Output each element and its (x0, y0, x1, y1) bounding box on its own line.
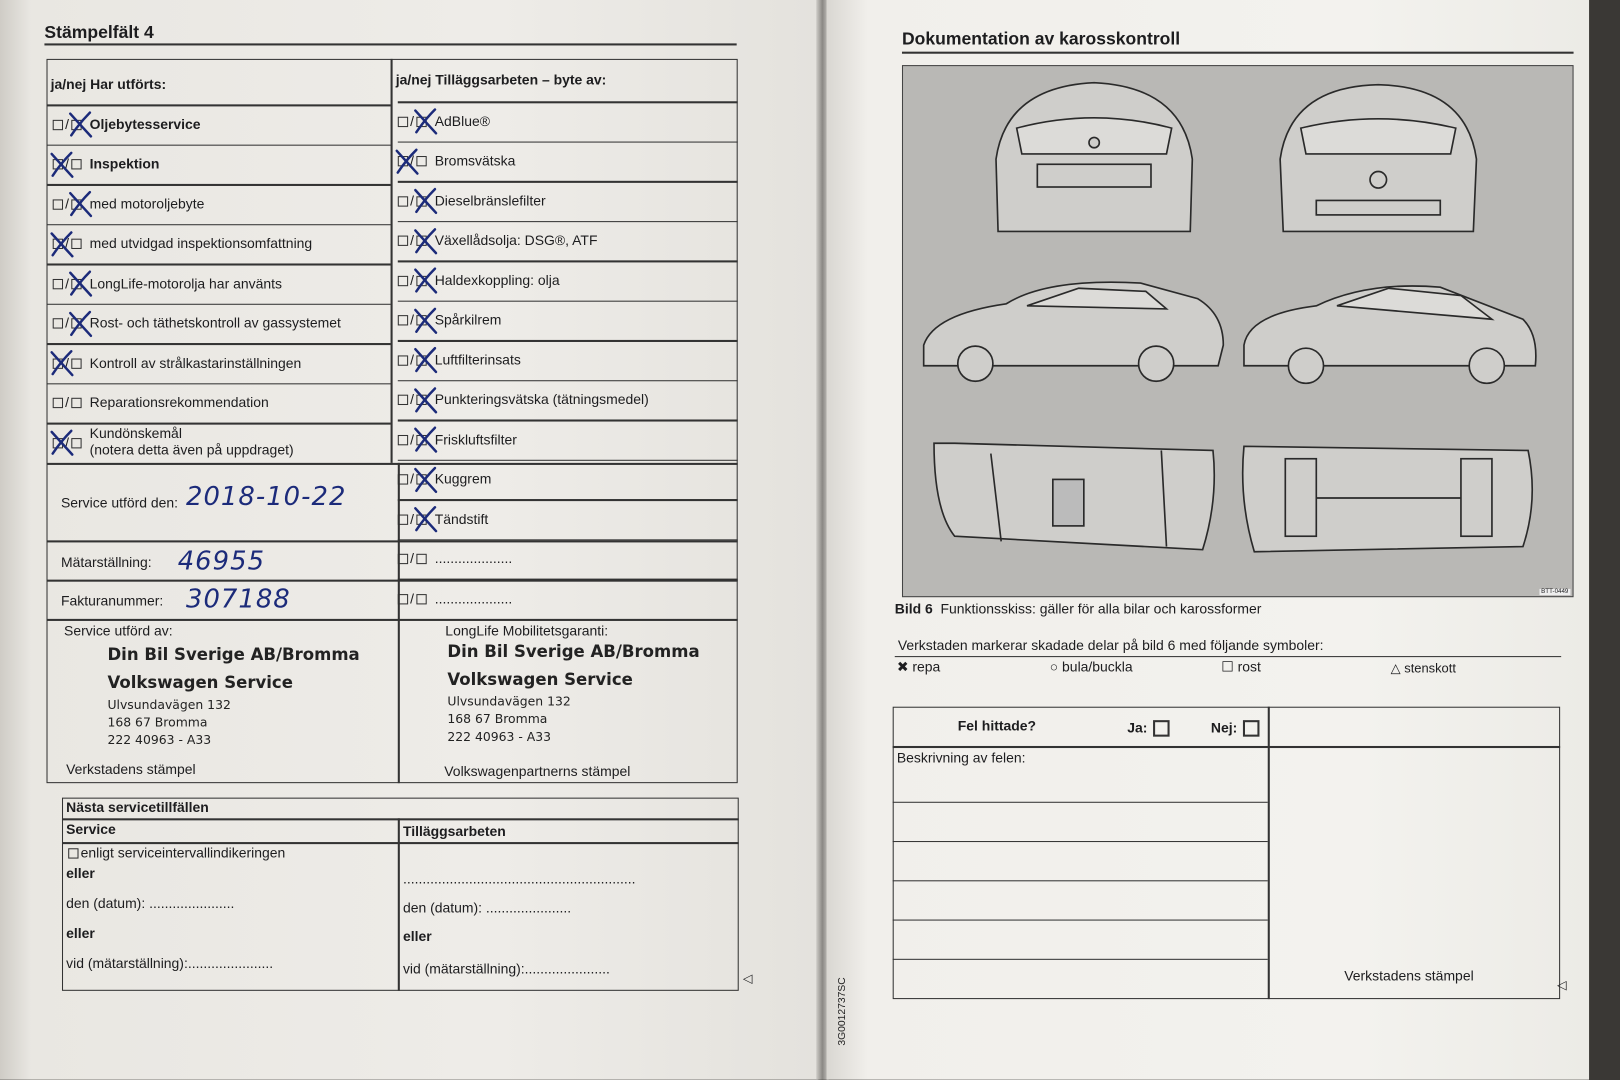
car-outlines-icon (903, 66, 1573, 595)
legend-scratch (897, 659, 941, 676)
document-code: 3G0012737SC (836, 977, 849, 1046)
column-divider (398, 818, 400, 991)
car-body-diagram[interactable] (902, 65, 1574, 597)
next-date-right[interactable]: den (datum): ...................... (402, 899, 572, 916)
checklist-row[interactable] (396, 539, 513, 578)
service-date-value[interactable]: 2018-10-22 (185, 481, 347, 512)
divider (46, 144, 390, 146)
divider (398, 260, 738, 262)
ja-nej-checkboxes[interactable]: / (396, 511, 429, 526)
page-turn-icon: ◁ (742, 971, 753, 986)
or-label: eller (66, 925, 95, 942)
ja-nej-checkboxes[interactable]: / (396, 272, 429, 287)
ja-nej-checkboxes[interactable]: / (396, 352, 429, 367)
stamp-name: Din Bil Sverige AB/Bromma (447, 641, 700, 662)
ja-checkbox[interactable] (398, 475, 408, 485)
handwritten-check-icon (412, 385, 439, 414)
divider (398, 101, 738, 103)
performed-by-label: Service utförd av: (64, 623, 173, 639)
ja-nej-checkboxes[interactable]: / (51, 355, 84, 370)
checklist-row[interactable] (396, 579, 513, 618)
stamp-code: 222 40963 - A33 (447, 729, 552, 744)
row-label: Luftfilterinsats (434, 351, 521, 368)
ja-checkbox[interactable] (53, 199, 63, 209)
next-service-title: Nästa servicetillfällen (66, 799, 209, 816)
figure-caption (895, 601, 1262, 616)
nej-checkbox[interactable] (416, 594, 426, 604)
divider (398, 300, 738, 302)
scratch-icon: ✖ (896, 659, 909, 675)
nej-checkbox[interactable] (71, 398, 81, 408)
interval-label: enligt serviceintervallindikeringen (80, 845, 286, 861)
handwritten-check-icon (67, 269, 94, 298)
divider (46, 580, 737, 582)
divider (46, 540, 737, 542)
row-label: Tändstift (434, 510, 489, 527)
row-label: .................... (434, 550, 513, 567)
ja-checkbox[interactable] (398, 196, 408, 206)
divider (62, 818, 739, 820)
row-label (90, 426, 294, 459)
mileage-label: Mätarställning: (60, 554, 152, 571)
next-additional-line[interactable]: ............................................................ (402, 870, 636, 887)
row-label: Kuggrem (434, 471, 492, 487)
row-label: AdBlue® (434, 113, 490, 129)
ja-nej-checkboxes[interactable]: / (51, 434, 84, 449)
next-date-left[interactable]: den (datum): ...................... (66, 895, 235, 912)
ja-checkbox[interactable] (398, 117, 408, 127)
row-label: Punkteringsvätska (tätningsmedel) (434, 391, 649, 408)
divider (46, 463, 737, 465)
checklist-row[interactable] (396, 499, 489, 538)
page-title: Stämpelfält 4 (44, 22, 154, 43)
ja-nej-checkboxes[interactable]: / (51, 116, 84, 131)
partner-stamp-label: Volkswagenpartnerns stämpel (444, 763, 631, 780)
divider (398, 181, 738, 183)
or-label: eller (402, 928, 432, 945)
divider (398, 419, 738, 421)
divider (398, 141, 738, 143)
column-divider (1268, 707, 1270, 999)
ja-checkbox[interactable] (398, 435, 408, 445)
divider (46, 263, 390, 265)
handwritten-check-icon (412, 266, 439, 295)
handwritten-check-icon (49, 428, 76, 457)
ja-nej-checkboxes[interactable]: / (396, 312, 429, 327)
ja-checkbox[interactable] (53, 398, 63, 408)
ja-nej-checkboxes[interactable]: / (396, 471, 429, 486)
stamp-street: Ulvsundavägen 132 (107, 697, 231, 712)
row-label-sub: (notera detta även på uppdraget) (89, 442, 294, 458)
ja-checkbox[interactable] (398, 594, 408, 604)
handwritten-check-icon (394, 146, 421, 175)
invoice-label: Fakturanummer: (60, 593, 164, 609)
legend-label: stenskott (1404, 661, 1456, 676)
ja-checkbox[interactable] (53, 319, 63, 329)
workshop-stamp (107, 641, 359, 749)
divider (398, 221, 738, 223)
ja-checkbox[interactable] (398, 236, 408, 246)
handwritten-check-icon (49, 149, 76, 178)
no-option[interactable] (1211, 720, 1262, 737)
ja-nej-checkboxes[interactable]: / (51, 315, 84, 330)
service-date-label: Service utförd den: (60, 494, 179, 511)
header-additional: ja/nej Tilläggsarbeten – byte av: (395, 72, 607, 88)
row-label: Rost- och täthetskontroll av gassystemet (89, 315, 341, 331)
partner-stamp (447, 637, 699, 745)
legend-label: repa (912, 659, 941, 675)
mileage-value[interactable]: 46955 (177, 545, 266, 576)
handwritten-check-icon (67, 110, 94, 139)
ja-nej-checkboxes[interactable]: / (51, 236, 84, 251)
row-label: Dieselbränslefilter (434, 192, 546, 209)
yes-checkbox[interactable] (1153, 721, 1170, 738)
col-service: Service (66, 821, 116, 837)
ja-nej-checkboxes[interactable]: / (51, 275, 84, 290)
divider (46, 423, 390, 425)
checkbox[interactable] (68, 849, 78, 859)
no-checkbox[interactable] (1243, 721, 1260, 738)
description-line[interactable] (893, 880, 1268, 881)
description-line[interactable] (893, 920, 1268, 921)
divider (398, 459, 738, 461)
ja-nej-checkboxes[interactable]: / (396, 232, 429, 247)
stamp-code: 222 40963 - A33 (107, 732, 212, 748)
right-page (827, 0, 1590, 1080)
row-label: med motoroljebyte (89, 195, 205, 212)
divider (46, 104, 390, 106)
description-line[interactable] (893, 802, 1268, 803)
legend-title: Verkstaden markerar skadade delar på bild 6 med följande symboler: (897, 637, 1324, 653)
row-label: Reparationsrekommendation (89, 394, 269, 411)
legend-label: rost (1237, 659, 1261, 675)
ja-checkbox[interactable] (53, 120, 63, 130)
col-additional: Tilläggsarbeten (402, 823, 506, 839)
checklist-row[interactable] (51, 423, 294, 462)
yes-label: Ja: (1127, 720, 1148, 736)
checklist-row[interactable] (51, 383, 269, 422)
ja-nej-checkboxes[interactable]: / (396, 431, 429, 446)
row-label: Spårkilrem (434, 312, 502, 328)
checklist-row[interactable] (396, 101, 490, 140)
divider (46, 383, 390, 385)
ja-nej-checkboxes[interactable]: / (51, 395, 84, 410)
stamp-line2: Volkswagen Service (447, 669, 633, 690)
row-label: Växellådsolja: DSG®, ATF (434, 232, 598, 248)
figure-code: BTT-0449 (1539, 589, 1570, 595)
divider (398, 340, 738, 342)
divider (62, 842, 739, 844)
circle-icon: ○ (1049, 659, 1059, 675)
or-label: eller (66, 865, 95, 882)
row-label: Inspektion (89, 156, 160, 172)
divider (895, 656, 1561, 657)
square-icon: ☐ (1221, 659, 1234, 675)
ja-nej-checkboxes[interactable]: / (51, 156, 84, 171)
row-label: .................... (434, 590, 513, 606)
ja-nej-checkboxes[interactable]: / (396, 392, 429, 407)
stamp-line2: Volkswagen Service (107, 672, 293, 693)
ja-checkbox[interactable] (398, 355, 408, 365)
ja-nej-checkboxes[interactable]: / (51, 196, 84, 211)
ja-checkbox[interactable] (398, 395, 408, 405)
divider (46, 224, 390, 226)
workshop-stamp-label: Verkstadens stämpel (1344, 968, 1474, 984)
row-label: med utvidgad inspektionsomfattning (89, 235, 313, 252)
no-label: Nej: (1210, 720, 1238, 736)
ja-nej-checkboxes[interactable]: / (396, 113, 429, 128)
handwritten-check-icon (412, 305, 439, 334)
divider (46, 184, 390, 186)
ja-checkbox[interactable] (398, 554, 408, 564)
guarantee-label: LongLife Mobilitetsgaranti: (445, 623, 609, 639)
handwritten-check-icon (67, 308, 94, 337)
legend-label: bula/buckla (1062, 659, 1133, 675)
divider (893, 746, 1560, 748)
ja-checkbox[interactable] (398, 514, 408, 524)
row-label: Bromsvätska (434, 152, 516, 169)
row-label: Kontroll av strålkastarinställningen (89, 354, 302, 371)
ja-nej-checkboxes[interactable]: / (396, 551, 429, 566)
row-label: Friskluftsfilter (434, 431, 517, 447)
divider (46, 303, 390, 305)
ja-checkbox[interactable] (398, 316, 408, 326)
page-turn-icon: ◁ (1557, 977, 1567, 992)
handwritten-check-icon (49, 348, 76, 377)
caption-label: Bild 6 (894, 601, 933, 617)
row-label: Haldexkoppling: olja (434, 272, 560, 288)
divider (44, 43, 736, 45)
handwritten-check-icon (412, 226, 439, 255)
handwritten-check-icon (67, 189, 94, 218)
stamp-city: 168 67 Bromma (447, 711, 548, 727)
ja-nej-checkboxes[interactable]: / (396, 590, 429, 605)
description-label: Beskrivning av felen: (896, 750, 1026, 766)
page-title: Dokumentation av karosskontroll (901, 28, 1181, 49)
legend-rust (1221, 659, 1261, 676)
legend-dent (1050, 659, 1133, 674)
checklist-row[interactable] (51, 343, 302, 382)
workshop-stamp-label: Verkstadens stämpel (66, 761, 196, 777)
divider (46, 619, 737, 621)
triangle-icon: △ (1390, 661, 1401, 676)
handwritten-check-icon (412, 106, 439, 135)
handwritten-check-icon (412, 425, 439, 454)
divider (46, 343, 390, 345)
stamp-street: Ulvsundavägen 132 (447, 694, 571, 709)
ja-checkbox[interactable] (53, 279, 63, 289)
handwritten-check-icon (412, 504, 439, 533)
checklist-row[interactable] (51, 303, 341, 342)
checklist-row[interactable] (51, 224, 313, 263)
divider (398, 499, 738, 501)
next-mileage-right[interactable]: vid (mätarställning):...................... (402, 960, 610, 977)
interval-option[interactable] (66, 845, 285, 860)
divider (902, 52, 1574, 54)
handwritten-check-icon (412, 464, 439, 493)
handwritten-check-icon (412, 345, 439, 374)
nej-checkbox[interactable] (416, 554, 426, 564)
row-label-main: Kundönskemål (89, 425, 182, 442)
handwritten-check-icon (49, 229, 76, 258)
header-performed: ja/nej Har utförts: (50, 76, 167, 92)
description-line[interactable] (893, 841, 1268, 842)
ja-checkbox[interactable] (398, 276, 408, 286)
yes-option[interactable] (1127, 720, 1172, 737)
row-label: Oljebytesservice (89, 116, 201, 132)
column-divider (391, 59, 393, 463)
found-label: Fel hittade? (957, 718, 1037, 734)
handwritten-check-icon (412, 186, 439, 215)
invoice-value[interactable]: 307188 (185, 583, 291, 614)
ja-nej-checkboxes[interactable]: / (396, 153, 429, 168)
row-label: LongLife-motorolja har använts (89, 275, 282, 291)
stamp-name: Din Bil Sverige AB/Bromma (107, 644, 360, 665)
checklist-row[interactable] (396, 459, 492, 498)
stamp-city: 168 67 Bromma (107, 714, 208, 730)
next-mileage-left[interactable]: vid (mätarställning):...................... (66, 955, 274, 972)
divider (398, 380, 738, 382)
caption-text: Funktionsskiss: gäller för alla bilar och karossformer (940, 601, 1262, 617)
description-line[interactable] (893, 959, 1268, 960)
ja-nej-checkboxes[interactable]: / (396, 193, 429, 208)
legend-stone-chip (1391, 660, 1456, 675)
